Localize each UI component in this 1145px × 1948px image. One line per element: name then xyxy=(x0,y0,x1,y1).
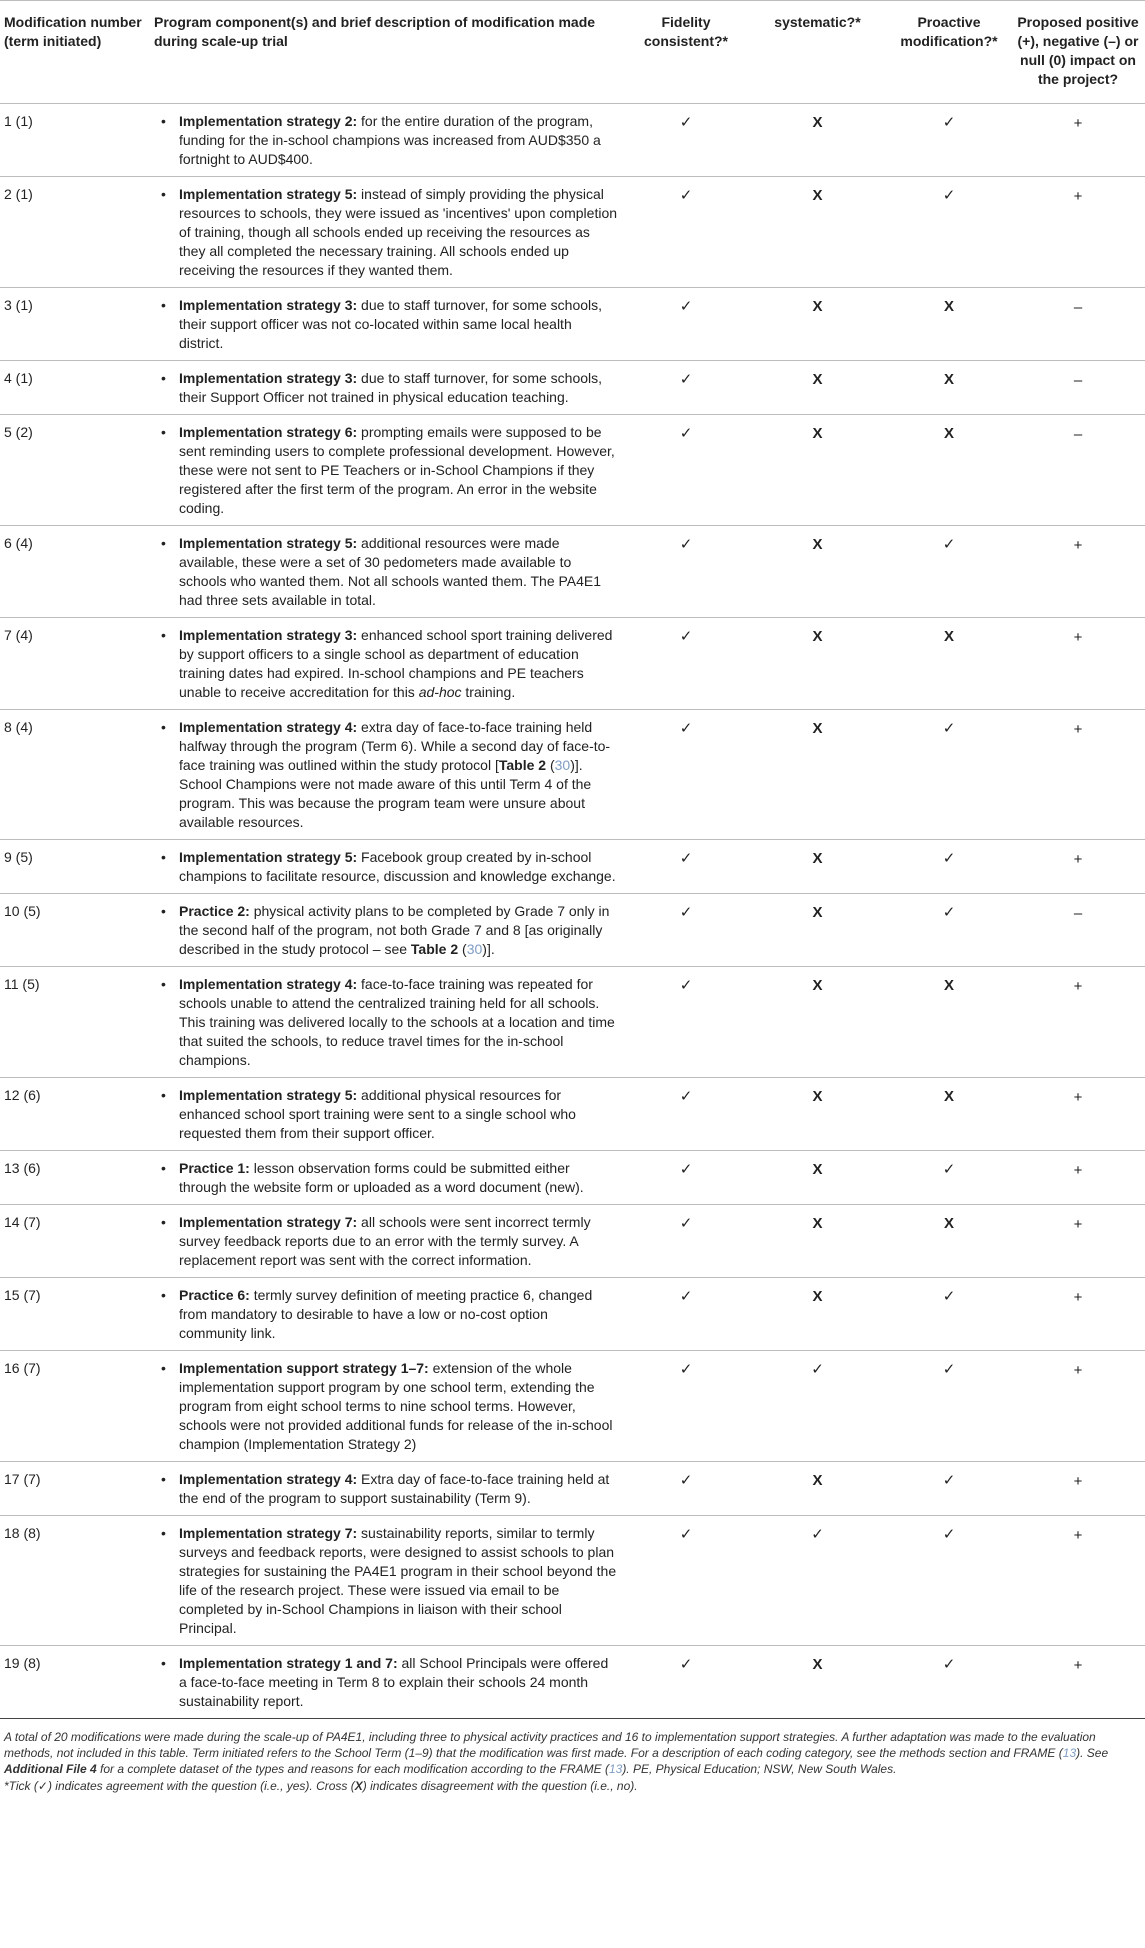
table-row xyxy=(0,526,1145,618)
description-text: due to staff turnover, for some schools, their support officer was not co-located within same local health district. xyxy=(179,297,603,351)
impact-mark: + xyxy=(1073,1527,1083,1544)
description-item xyxy=(154,1086,618,1143)
table-row xyxy=(0,1462,1145,1516)
systematic-mark: X xyxy=(812,628,823,645)
description-text: physical activity plans to be completed by Grade 7 only in the second half of the program, not both Grade 7 and 8 [as originally described in the study protocol – see xyxy=(179,903,610,957)
fidelity-mark: ✓ xyxy=(679,1215,693,1232)
component-label: Implementation strategy 5: xyxy=(179,186,358,202)
fidelity-mark: ✓ xyxy=(679,1656,693,1673)
description-item xyxy=(154,1286,618,1343)
description-item xyxy=(154,626,618,702)
description-item xyxy=(154,369,618,407)
footnote-summary xyxy=(4,1729,1141,1777)
fidelity-mark: ✓ xyxy=(679,628,693,645)
systematic-mark: X xyxy=(812,298,823,315)
systematic-mark: X xyxy=(812,187,823,204)
header-row xyxy=(0,1,1145,104)
proactive-mark: X xyxy=(943,1215,954,1232)
bullet-icon: • xyxy=(161,849,166,865)
modification-description xyxy=(150,526,624,618)
proactive-mark: ✓ xyxy=(942,114,956,131)
modification-description xyxy=(150,1646,624,1719)
description-text: prompting emails were supposed to be sent reminding users to complete professional development. However, these were not sent to PE Teachers or in-School Champions if they registered after the first term of the program. An error in the website coding. xyxy=(179,424,615,516)
systematic-mark: X xyxy=(812,536,823,553)
impact-mark: + xyxy=(1073,978,1083,995)
description-item: • Implementation strategy 4: extra day of face-to-face training held halfway through the program (Term 6). While a second day of face-to-face training was outlined within the study protocol [Table 2 (30)]. School Champions were not made aware of this until Term 4 of the program. This was because the program team were unsure about available resources. xyxy=(161,719,611,830)
description-item xyxy=(154,848,618,886)
table-row xyxy=(0,967,1145,1078)
proactive-mark: ✓ xyxy=(942,720,956,737)
table-row xyxy=(0,840,1145,894)
description-text: Extra day of face-to-face training held at the end of the program to support sustainability (Term 9). xyxy=(179,1471,610,1506)
bullet-icon: • xyxy=(161,1287,166,1303)
systematic-mark: X xyxy=(812,850,823,867)
impact-mark: + xyxy=(1073,721,1083,738)
component-label: Implementation strategy 3: xyxy=(179,370,358,386)
description-text: additional physical resources for enhanced school sport training were sent to a single school who requested them from their support officer. xyxy=(179,1087,576,1141)
systematic-mark: X xyxy=(812,720,823,737)
impact-mark: + xyxy=(1073,1216,1083,1233)
table-row xyxy=(0,1205,1145,1278)
systematic-mark: ✓ xyxy=(811,1526,824,1543)
proactive-mark: ✓ xyxy=(942,536,956,553)
additional-file-link[interactable]: Additional File 4 xyxy=(4,1762,97,1776)
modification-description xyxy=(150,415,624,526)
modification-number: 15 (7) xyxy=(4,1287,41,1303)
bullet-icon: • xyxy=(161,976,166,992)
impact-mark: – xyxy=(1073,372,1083,389)
bullet-icon: • xyxy=(161,297,166,313)
modification-number: 17 (7) xyxy=(4,1471,41,1487)
table-row xyxy=(0,177,1145,288)
footnote-text: for a complete dataset of the types and reasons for each modification according to the FRAME ( xyxy=(96,1762,609,1776)
modification-number: 16 (7) xyxy=(4,1360,41,1376)
bullet-icon: • xyxy=(161,1525,166,1541)
description-item xyxy=(154,1524,618,1638)
fidelity-mark: ✓ xyxy=(679,850,693,867)
impact-mark: + xyxy=(1073,629,1083,646)
impact-mark: + xyxy=(1073,1657,1083,1674)
table-row xyxy=(0,1516,1145,1646)
systematic-mark: X xyxy=(812,977,823,994)
bullet-icon: • xyxy=(161,1655,166,1671)
modification-number: 4 (1) xyxy=(4,370,33,386)
systematic-mark: ✓ xyxy=(811,1361,824,1378)
proactive-mark: X xyxy=(943,1088,954,1105)
systematic-mark: X xyxy=(812,425,823,442)
description-text: additional resources were made available, these were a set of 30 pedometers made available to schools who wanted them. Not all schools wanted them. The PA4E1 had three sets available in total. xyxy=(179,535,602,608)
footnote-text: A total of 20 modifications were made during the scale-up of PA4E1, including three to physical activity practices and 16 to implementation support strategies. A further adaptation was made to the evaluation methods, not included in this table. Term initiated refers to the School Term (1–9) that the modification was first made. For a description of each coding category, see the methods section and FRAME ( xyxy=(4,1730,1096,1760)
table-row xyxy=(0,894,1145,967)
component-label: Implementation strategy 5: xyxy=(179,849,358,865)
component-label: Implementation strategy 3: xyxy=(179,297,358,313)
fidelity-mark: ✓ xyxy=(679,425,693,442)
modification-description xyxy=(150,1151,624,1205)
footnote-text: ) indicates agreement with the question (i.e., yes). Cross ( xyxy=(47,1779,355,1793)
modification-description xyxy=(150,104,624,177)
proactive-mark: ✓ xyxy=(942,1161,956,1178)
proactive-mark: ✓ xyxy=(942,1472,956,1489)
footnote-text: ). See xyxy=(1076,1746,1109,1760)
systematic-mark: X xyxy=(812,371,823,388)
fidelity-mark: ✓ xyxy=(679,114,693,131)
component-label: Implementation strategy 7: xyxy=(179,1525,358,1541)
description-item: • Practice 2: physical activity plans to be completed by Grade 7 only in the second half of the program, not both Grade 7 and 8 [as originally described in the study protocol – see Table 2 (30)]. xyxy=(161,903,610,957)
modification-number: 3 (1) xyxy=(4,297,33,313)
impact-mark: + xyxy=(1073,851,1083,868)
description-text-end: ]. xyxy=(486,941,495,957)
modification-description xyxy=(150,1351,624,1462)
header-program-component: Program component(s) and brief description of modification made during scale-up trial xyxy=(150,1,624,104)
component-label: Practice 2: xyxy=(179,903,250,919)
citation-link[interactable]: 30 xyxy=(466,941,483,957)
table-row xyxy=(0,104,1145,177)
header-proposed-impact: Proposed positive (+), negative (–) or null (0) impact on the project? xyxy=(1013,1,1145,104)
component-label: Implementation strategy 3: xyxy=(179,627,358,643)
bullet-icon: • xyxy=(161,1214,166,1230)
bullet-icon: • xyxy=(161,370,166,386)
cross-symbol: X xyxy=(354,1779,363,1793)
fidelity-mark: ✓ xyxy=(679,720,693,737)
tick-symbol: ✓ xyxy=(37,1779,48,1793)
bullet-icon: • xyxy=(161,1087,166,1103)
description-text: sustainability reports, similar to termly surveys and feedback reports, were designed to assist schools to plan strategies for sustaining the PA4E1 program in their school beyond the life of the research project. These were issued via email to be completed by in-School Champions in liaison with their school Principal. xyxy=(179,1525,617,1636)
component-label: Implementation strategy 4: xyxy=(179,719,358,735)
modification-number: 10 (5) xyxy=(4,903,41,919)
systematic-mark: X xyxy=(812,1088,823,1105)
proactive-mark: X xyxy=(943,425,954,442)
impact-mark: + xyxy=(1073,537,1083,554)
impact-mark: + xyxy=(1073,188,1083,205)
modification-number: 7 (4) xyxy=(4,627,33,643)
bullet-icon: • xyxy=(161,113,166,129)
bullet-icon: • xyxy=(161,719,166,735)
component-label: Implementation support strategy 1–7: xyxy=(179,1360,429,1376)
impact-mark: + xyxy=(1073,1162,1083,1179)
modification-description xyxy=(150,840,624,894)
description-item xyxy=(154,1359,618,1454)
component-label: Implementation strategy 4: xyxy=(179,1471,358,1487)
citation-link[interactable]: 30 xyxy=(554,757,571,773)
modification-description xyxy=(150,288,624,361)
table-row xyxy=(0,1078,1145,1151)
modification-description xyxy=(150,361,624,415)
table-row xyxy=(0,710,1145,840)
modification-description xyxy=(150,1278,624,1351)
modification-number: 6 (4) xyxy=(4,535,33,551)
description-text: for the entire duration of the program, funding for the in-school champions was increased from AUD$350 a fortnight to AUD$400. xyxy=(179,113,601,167)
description-text: face-to-face training was repeated for schools unable to attend the centralized training held for all schools. This training was delivered locally to the schools at a location and time that suited the schools, to reduce travel times for the in-school champions. xyxy=(179,976,615,1068)
description-item xyxy=(154,975,618,1070)
systematic-mark: X xyxy=(812,1656,823,1673)
proactive-mark: ✓ xyxy=(942,1361,956,1378)
impact-mark: + xyxy=(1073,1089,1083,1106)
modification-description xyxy=(150,177,624,288)
footnote-legend xyxy=(4,1778,1141,1794)
table-reference[interactable]: Table 2 xyxy=(410,941,459,957)
component-label: Practice 6: xyxy=(179,1287,250,1303)
description-text: Facebook group created by in-school champions to facilitate resource, discussion and knowledge exchange. xyxy=(179,849,616,884)
component-label: Implementation strategy 7: xyxy=(179,1214,358,1230)
proactive-mark: ✓ xyxy=(942,1288,956,1305)
table-header xyxy=(0,1,1145,104)
proactive-mark: X xyxy=(943,628,954,645)
description-text-end: training. xyxy=(461,684,516,700)
table-row xyxy=(0,1278,1145,1351)
description-item xyxy=(154,112,618,169)
modification-number: 8 (4) xyxy=(4,719,33,735)
impact-mark: + xyxy=(1073,115,1083,132)
impact-mark: + xyxy=(1073,1289,1083,1306)
bullet-icon: • xyxy=(161,186,166,202)
table-row xyxy=(0,1151,1145,1205)
header-modification-number: Modification number (term initiated) xyxy=(0,1,150,104)
fidelity-mark: ✓ xyxy=(679,1161,693,1178)
modification-description xyxy=(150,1462,624,1516)
modification-description xyxy=(150,1078,624,1151)
description-italic: ad-hoc xyxy=(418,684,462,700)
description-text: extra day of face-to-face training held halfway through the program (Term 6). While a second day of face-to-face training was outlined within the study protocol [ xyxy=(179,719,611,773)
bullet-icon: • xyxy=(161,535,166,551)
modification-number: 13 (6) xyxy=(4,1160,41,1176)
fidelity-mark: ✓ xyxy=(679,904,693,921)
proactive-mark: X xyxy=(943,371,954,388)
impact-mark: – xyxy=(1073,299,1083,316)
header-proactive-modification: Proactive modification?* xyxy=(887,1,1013,104)
proactive-mark: ✓ xyxy=(942,904,956,921)
impact-mark: – xyxy=(1073,905,1083,922)
systematic-mark: X xyxy=(812,114,823,131)
proactive-mark: ✓ xyxy=(942,850,956,867)
fidelity-mark: ✓ xyxy=(679,1088,693,1105)
proactive-mark: X xyxy=(943,977,954,994)
modification-number: 12 (6) xyxy=(4,1087,41,1103)
description-item xyxy=(154,1213,618,1270)
fidelity-mark: ✓ xyxy=(679,371,693,388)
impact-mark: – xyxy=(1073,426,1083,443)
component-label: Implementation strategy 2: xyxy=(179,113,358,129)
modification-number: 2 (1) xyxy=(4,186,33,202)
table-row xyxy=(0,361,1145,415)
systematic-mark: X xyxy=(812,1288,823,1305)
modification-number: 5 (2) xyxy=(4,424,33,440)
description-item xyxy=(154,1654,618,1711)
description-item xyxy=(154,296,618,353)
component-label: Implementation strategy 6: xyxy=(179,424,358,440)
footnote-text: *Tick ( xyxy=(4,1779,38,1793)
systematic-mark: X xyxy=(812,1215,823,1232)
description-item xyxy=(154,185,618,280)
table-footnote xyxy=(0,1719,1145,1794)
table-row xyxy=(0,415,1145,526)
fidelity-mark: ✓ xyxy=(679,1361,693,1378)
modification-number: 19 (8) xyxy=(4,1655,41,1671)
table-reference[interactable]: Table 2 xyxy=(498,757,547,773)
fidelity-mark: ✓ xyxy=(679,1526,693,1543)
footnote-text: ) indicates disagreement with the question (i.e., no). xyxy=(362,1779,638,1793)
description-item xyxy=(154,534,618,610)
proactive-mark: ✓ xyxy=(942,1526,956,1543)
modification-description xyxy=(150,710,624,840)
table-row xyxy=(0,288,1145,361)
impact-mark: + xyxy=(1073,1362,1083,1379)
component-label: Implementation strategy 5: xyxy=(179,1087,358,1103)
description-item xyxy=(154,423,618,518)
header-fidelity-consistent: Fidelity consistent?* xyxy=(624,1,750,104)
impact-mark: + xyxy=(1073,1473,1083,1490)
modification-number: 9 (5) xyxy=(4,849,33,865)
citation-link[interactable]: 13 xyxy=(1062,1746,1077,1760)
footnote-text: ). PE, Physical Education; NSW, New South Wales. xyxy=(622,1762,897,1776)
description-text: extension of the whole implementation support program by one school term, extending the program from eight school terms to nine school terms. However, schools were not provided additional funds for release of the in-school champion (Implementation Strategy 2) xyxy=(179,1360,613,1452)
bullet-icon: • xyxy=(161,627,166,643)
description-text: instead of simply providing the physical resources to schools, they were issued as 'incentives' upon completion of training, though all schools ended up receiving the resources as they all completed the necessary training. All schools ended up receiving the resources if they wanted them. xyxy=(179,186,618,278)
modification-description xyxy=(150,618,624,710)
proactive-mark: X xyxy=(943,298,954,315)
table-row xyxy=(0,1351,1145,1462)
description-item xyxy=(154,1159,618,1197)
fidelity-mark: ✓ xyxy=(679,977,693,994)
table-body xyxy=(0,104,1145,1719)
component-label: Implementation strategy 5: xyxy=(179,535,358,551)
component-label: Implementation strategy 1 and 7: xyxy=(179,1655,398,1671)
bullet-icon: • xyxy=(161,1160,166,1176)
bullet-icon: • xyxy=(161,1360,166,1376)
description-text: enhanced school sport training delivered by support officers to a single school as department of education training dates had expired. In-school champions and PE teachers unable to receive accreditation for this xyxy=(179,627,613,700)
description-text: lesson observation forms could be submitted either through the website form or uploaded as a word document (new). xyxy=(179,1160,584,1195)
fidelity-mark: ✓ xyxy=(679,187,693,204)
bullet-icon: • xyxy=(161,1471,166,1487)
table-row xyxy=(0,1646,1145,1719)
description-text: due to staff turnover, for some schools, their Support Officer not trained in physical education teaching. xyxy=(179,370,603,405)
systematic-mark: X xyxy=(812,1161,823,1178)
modification-number: 14 (7) xyxy=(4,1214,41,1230)
fidelity-mark: ✓ xyxy=(679,298,693,315)
description-text-end: ]. School Champions were not made aware of this until Term 4 of the program. This was because the program team were unsure about available resources. xyxy=(179,757,592,830)
description-text: all schools were sent incorrect termly survey feedback reports due to an error with the termly survey. A replacement report was sent with the correct information. xyxy=(179,1214,591,1268)
modification-description xyxy=(150,967,624,1078)
description-text: termly survey definition of meeting practice 6, changed from mandatory to desirable to have a low or no-cost option community link. xyxy=(179,1287,593,1341)
fidelity-mark: ✓ xyxy=(679,1288,693,1305)
fidelity-mark: ✓ xyxy=(679,1472,693,1489)
component-label: Implementation strategy 4: xyxy=(179,976,358,992)
fidelity-mark: ✓ xyxy=(679,536,693,553)
modification-description xyxy=(150,1205,624,1278)
systematic-mark: X xyxy=(812,904,823,921)
modification-number: 18 (8) xyxy=(4,1525,41,1541)
description-text: all School Principals were offered a face-to-face meeting in Term 8 to explain their schools 24 month sustainability report. xyxy=(179,1655,609,1709)
header-systematic: systematic?* xyxy=(750,1,887,104)
bullet-icon: • xyxy=(161,424,166,440)
table-row xyxy=(0,618,1145,710)
bullet-icon: • xyxy=(161,903,166,919)
description-item xyxy=(154,1470,618,1508)
modification-description xyxy=(150,1516,624,1646)
modification-number: 1 (1) xyxy=(4,113,33,129)
systematic-mark: X xyxy=(812,1472,823,1489)
citation-link[interactable]: 13 xyxy=(608,1762,623,1776)
component-label: Practice 1: xyxy=(179,1160,250,1176)
modification-description xyxy=(150,894,624,967)
modification-number: 11 (5) xyxy=(4,976,40,992)
proactive-mark: ✓ xyxy=(942,187,956,204)
proactive-mark: ✓ xyxy=(942,1656,956,1673)
